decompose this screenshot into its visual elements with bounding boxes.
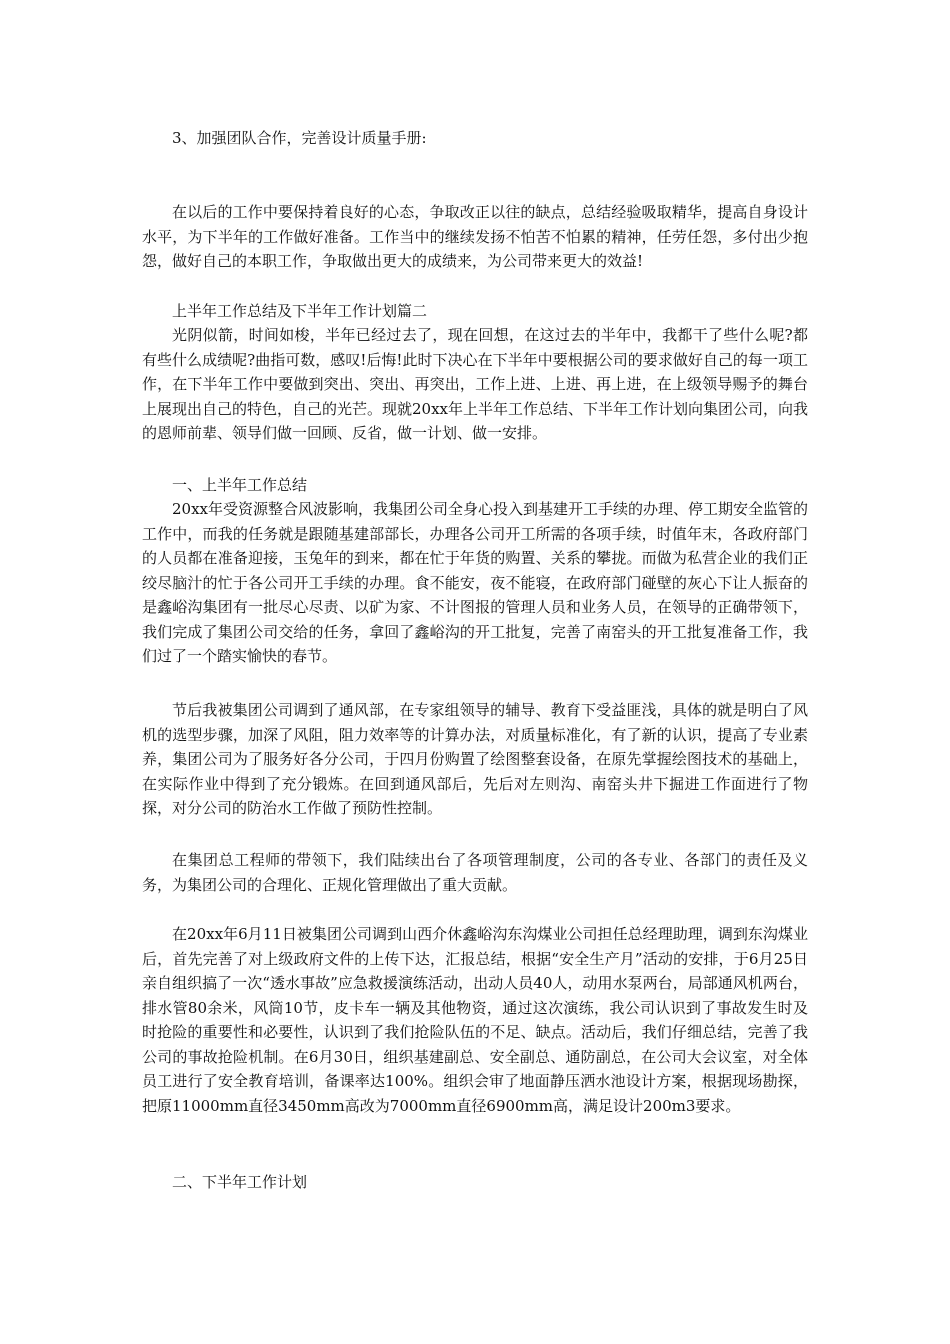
paragraph-donggou: 在20xx年6月11日被集团公司调到山西介休鑫峪沟东沟煤业公司担任总经理助理，调到东沟煤业后，首先完善了对上级政府文件的上传下达，汇报总结，根据“安全生产月”活动的安排，于6月25日亲自组织搞了一次“透水事故”应急救援演练活动，出动人员40人，动用水泵两台，局部通风机两台，排水管80余米，风筒10节，皮卡车一辆及其他物资，通过这次演练，我公司认识到了事故发生时及时抢险的重要性和必要性，认识到了我们抢险队伍的不足、缺点。活动后，我们仔细总结，完善了我公司的事故抢险机制。在6月30日，组织基建副总、安全副总、通防副总，在公司大会议室，对全体员工进行了安全教育培训，备课率达100%。组织会审了地面静压洒水池设计方案，根据现场勘探，把原11000mm直径3450mm高改为7000mm直径6900mm高，满足设计200m3要求。 bbox=[142, 925, 808, 1115]
paragraph-ventilation: 节后我被集团公司调到了通风部，在专家组领导的辅导、教育下受益匪浅，具体的就是明白了风机的选型步骤，加深了风阻，阻力效率等的计算办法，对质量标准化，有了新的认识，提高了专业素养，集团公司为了服务好各分公司，于四月份购置了绘图整套设备，在原先掌握绘图技术的基础上，在实际作业中得到了充分锻炼。在回到通风部后，先后对左则沟、南窑头井下掘进工作面进行了物探，对分公司的防治水工作做了预防性控制。 bbox=[142, 701, 808, 817]
article-title: 上半年工作总结及下半年工作计划篇二 bbox=[172, 302, 428, 320]
paragraph-intro: 光阴似箭，时间如梭，半年已经过去了，现在回想，在这过去的半年中，我都干了些什么呢?都有些什么成绩呢?曲指可数，感叹!后悔!此时下决心在下半年中要根据公司的要求做好自己的每一项工作，在下半年工作中要做到突出、突出、再突出，工作上进、上进、再上进，在上级领导赐予的舞台上展现出自己的特色，自己的光芒。现就20xx年上半年工作总结、下半年工作计划向集团公司，向我的恩师前辈、领导们做一回顾、反省，做一计划、做一安排。 bbox=[142, 326, 809, 442]
paragraph-closing: 在以后的工作中要保持着良好的心态，争取改正以往的缺点，总结经验吸取精华，提高自身设计水平，为下半年的工作做好准备。工作当中的继续发扬不怕苦不怕累的精神，任劳任怨，多付出少抱怨，做好自己的本职工作，争取做出更大的成绩来，为公司带来更大的效益! bbox=[142, 203, 808, 270]
paragraph-management: 在集团总工程师的带领下，我们陆续出台了各项管理制度，公司的各专业、各部门的责任及义务，为集团公司的合理化、正规化管理做出了重大贡献。 bbox=[142, 851, 808, 894]
section-heading-1: 一、上半年工作总结 bbox=[172, 476, 308, 494]
paragraph-first-half-summary: 20xx年受资源整合风波影响，我集团公司全身心投入到基建开工手续的办理、停工期安全监管的工作中，而我的任务就是跟随基建部部长，办理各公司开工所需的各项手续，时值年末，各政府部门的人员都在准备迎接，玉兔年的到来，都在忙于年货的购置、关系的攀拢。而做为私营企业的我们正绞尽脑汁的忙于各公司开工手续的办理。食不能安，夜不能寝，在政府部门碰壁的灰心下让人振奋的是鑫峪沟集团有一批尽心尽责、以矿为家、不计图报的管理人员和业务人员，在领导的正确带领下，我们完成了集团公司交给的任务，拿回了鑫峪沟的开工批复，完善了南窑头的开工批复准备工作，我们过了一个踏实愉快的春节。 bbox=[142, 500, 809, 665]
section-heading-2: 二、下半年工作计划 bbox=[172, 1173, 308, 1191]
list-item-3: 3、加强团队合作，完善设计质量手册: bbox=[172, 129, 427, 147]
